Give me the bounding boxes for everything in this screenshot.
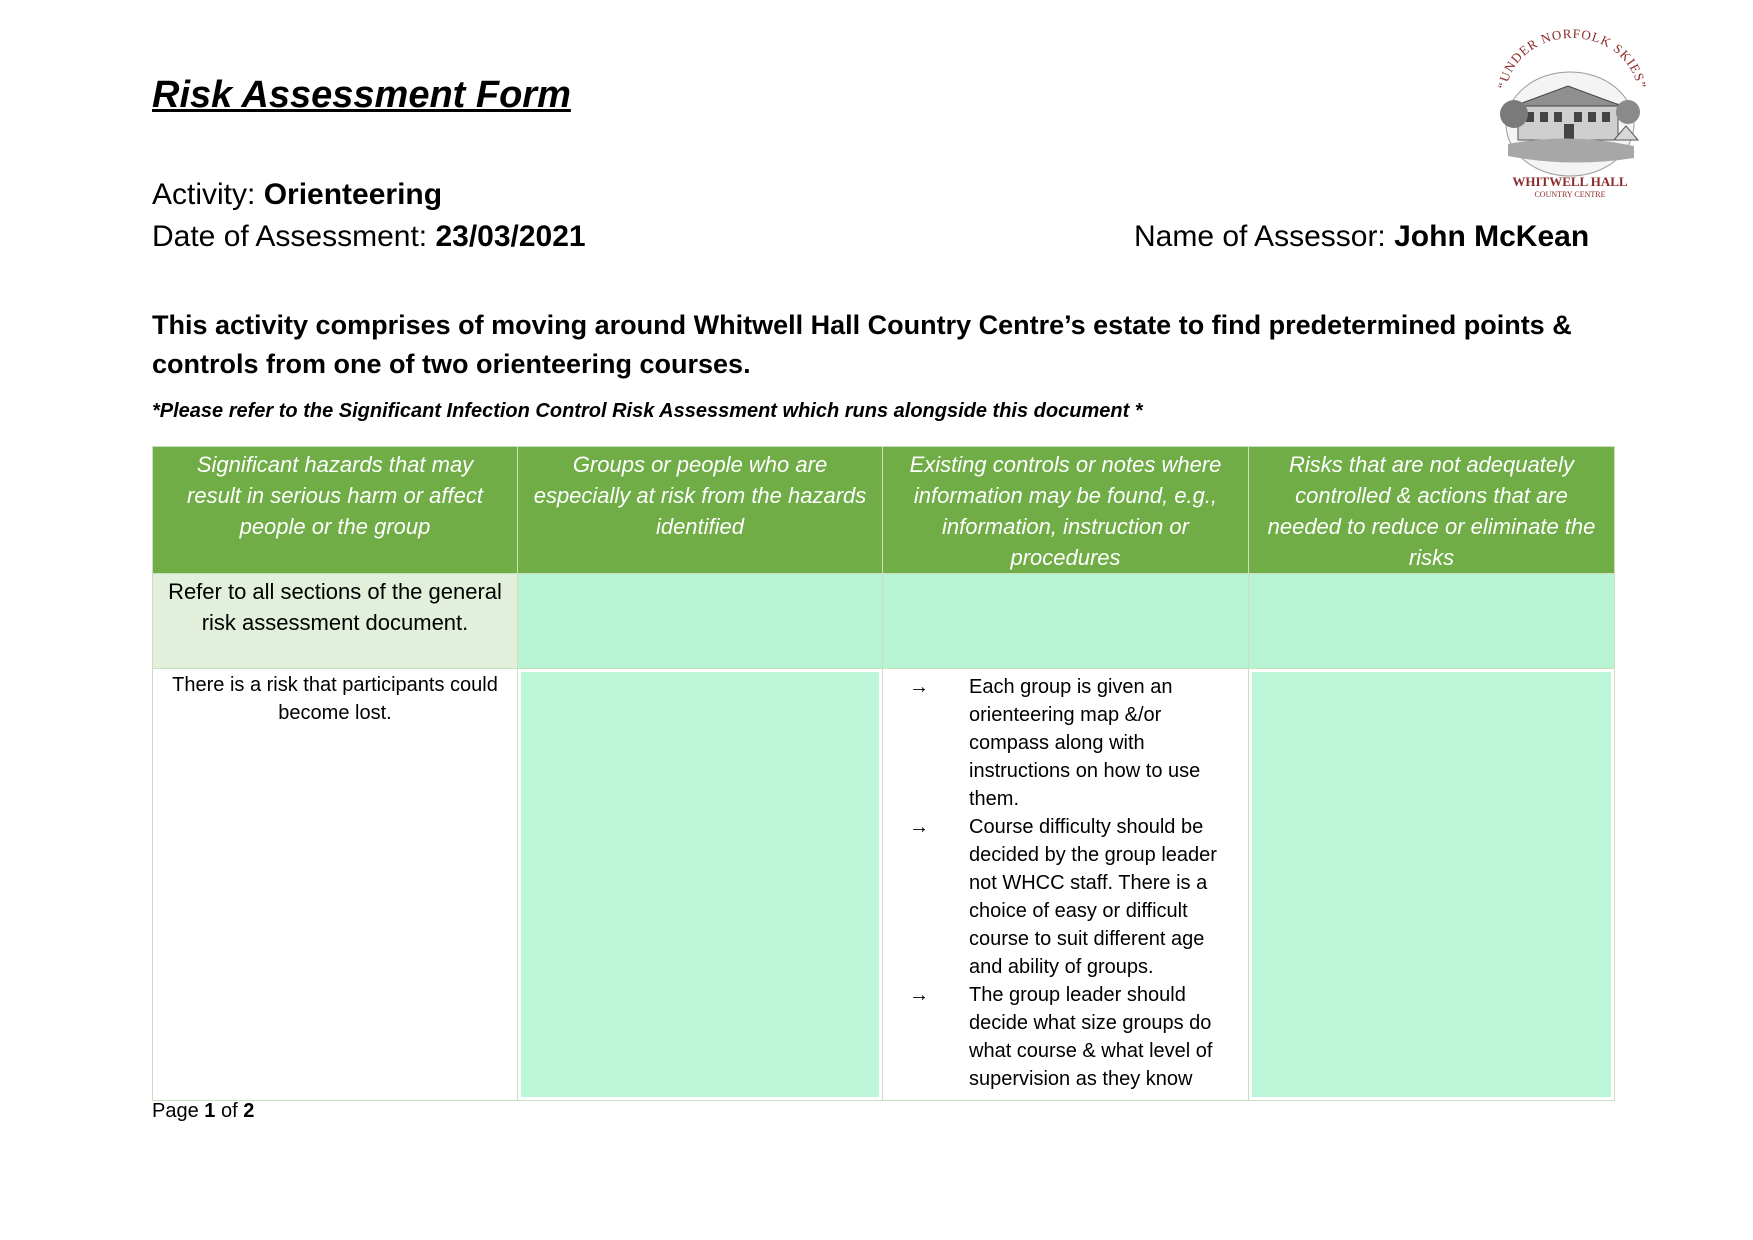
table-row <box>153 669 1615 1101</box>
assessor-label: Name of Assessor: <box>1134 220 1395 253</box>
table-header-row <box>153 447 1615 574</box>
list-item <box>909 981 1240 1093</box>
assessment-date-label: Date of Assessment: <box>152 220 436 253</box>
hazard-cell: Refer to all sections of the general risk assessment document. <box>153 574 518 669</box>
page-footer <box>152 1100 254 1123</box>
activity-line <box>152 178 442 212</box>
actions-cell-empty <box>1249 669 1615 1101</box>
arrow-right-icon: → <box>909 676 929 698</box>
list-item <box>909 673 1240 813</box>
arrow-right-icon: → <box>909 984 929 1006</box>
header-significant-hazards: Significant hazards that may result in serious harm or affect people or the group <box>153 447 518 574</box>
assessment-date-line <box>152 220 586 254</box>
assessor-line <box>1134 220 1589 254</box>
groups-cell-empty <box>518 669 883 1101</box>
controls-cell <box>883 669 1249 1101</box>
infection-control-note: *Please refer to the Significant Infection Control Risk Assessment which runs alongside this document * <box>152 400 1143 422</box>
assessment-date-value: 23/03/2021 <box>435 220 586 253</box>
svg-text:WHITWELL HALL: WHITWELL HALL <box>1512 174 1628 189</box>
controls-list <box>883 669 1248 1093</box>
page-total: 2 <box>243 1100 255 1122</box>
control-text: Each group is given an orienteering map &/or compass along with instructions on how to use them. <box>969 676 1201 810</box>
actions-cell-empty <box>1249 574 1615 669</box>
header-existing-controls: Existing controls or notes where information may be found, e.g., information, instruction or procedures <box>883 447 1249 574</box>
controls-cell-empty <box>883 574 1249 669</box>
table-row <box>153 574 1615 669</box>
activity-description: This activity comprises of moving around Whitwell Hall Country Centre’s estate to find predetermined points & controls from one of two orienteering courses. <box>152 310 1572 379</box>
header-actions-needed: Risks that are not adequately controlled & actions that are needed to reduce or eliminate the risks <box>1249 447 1615 574</box>
groups-cell-empty <box>518 574 883 669</box>
page-of-label: of <box>215 1100 244 1122</box>
risk-assessment-table <box>152 446 1615 1101</box>
control-text: Course difficulty should be decided by the group leader not WHCC staff. There is a choice of easy or difficult course to suit different age and ability of groups. <box>969 816 1217 978</box>
svg-text:COUNTRY CENTRE: COUNTRY CENTRE <box>1534 190 1606 199</box>
activity-value: Orienteering <box>263 178 443 211</box>
control-text: The group leader should decide what size groups do what course & what level of supervision as they know <box>969 984 1213 1090</box>
arrow-right-icon: → <box>909 816 929 838</box>
list-item <box>909 813 1240 981</box>
page-label: Page <box>152 1100 205 1122</box>
hazard-cell: There is a risk that participants could become lost. <box>153 669 518 1101</box>
activity-label: Activity: <box>152 178 264 211</box>
page-title: Risk Assessment Form <box>152 74 571 116</box>
svg-text:“UNDER NORFOLK SKIES”: “UNDER NORFOLK SKIES” <box>1494 28 1650 90</box>
assessor-value: John McKean <box>1394 220 1590 253</box>
page-current: 1 <box>204 1100 216 1122</box>
whitwell-hall-logo <box>1478 28 1664 200</box>
header-groups-at-risk: Groups or people who are especially at risk from the hazards identified <box>518 447 883 574</box>
